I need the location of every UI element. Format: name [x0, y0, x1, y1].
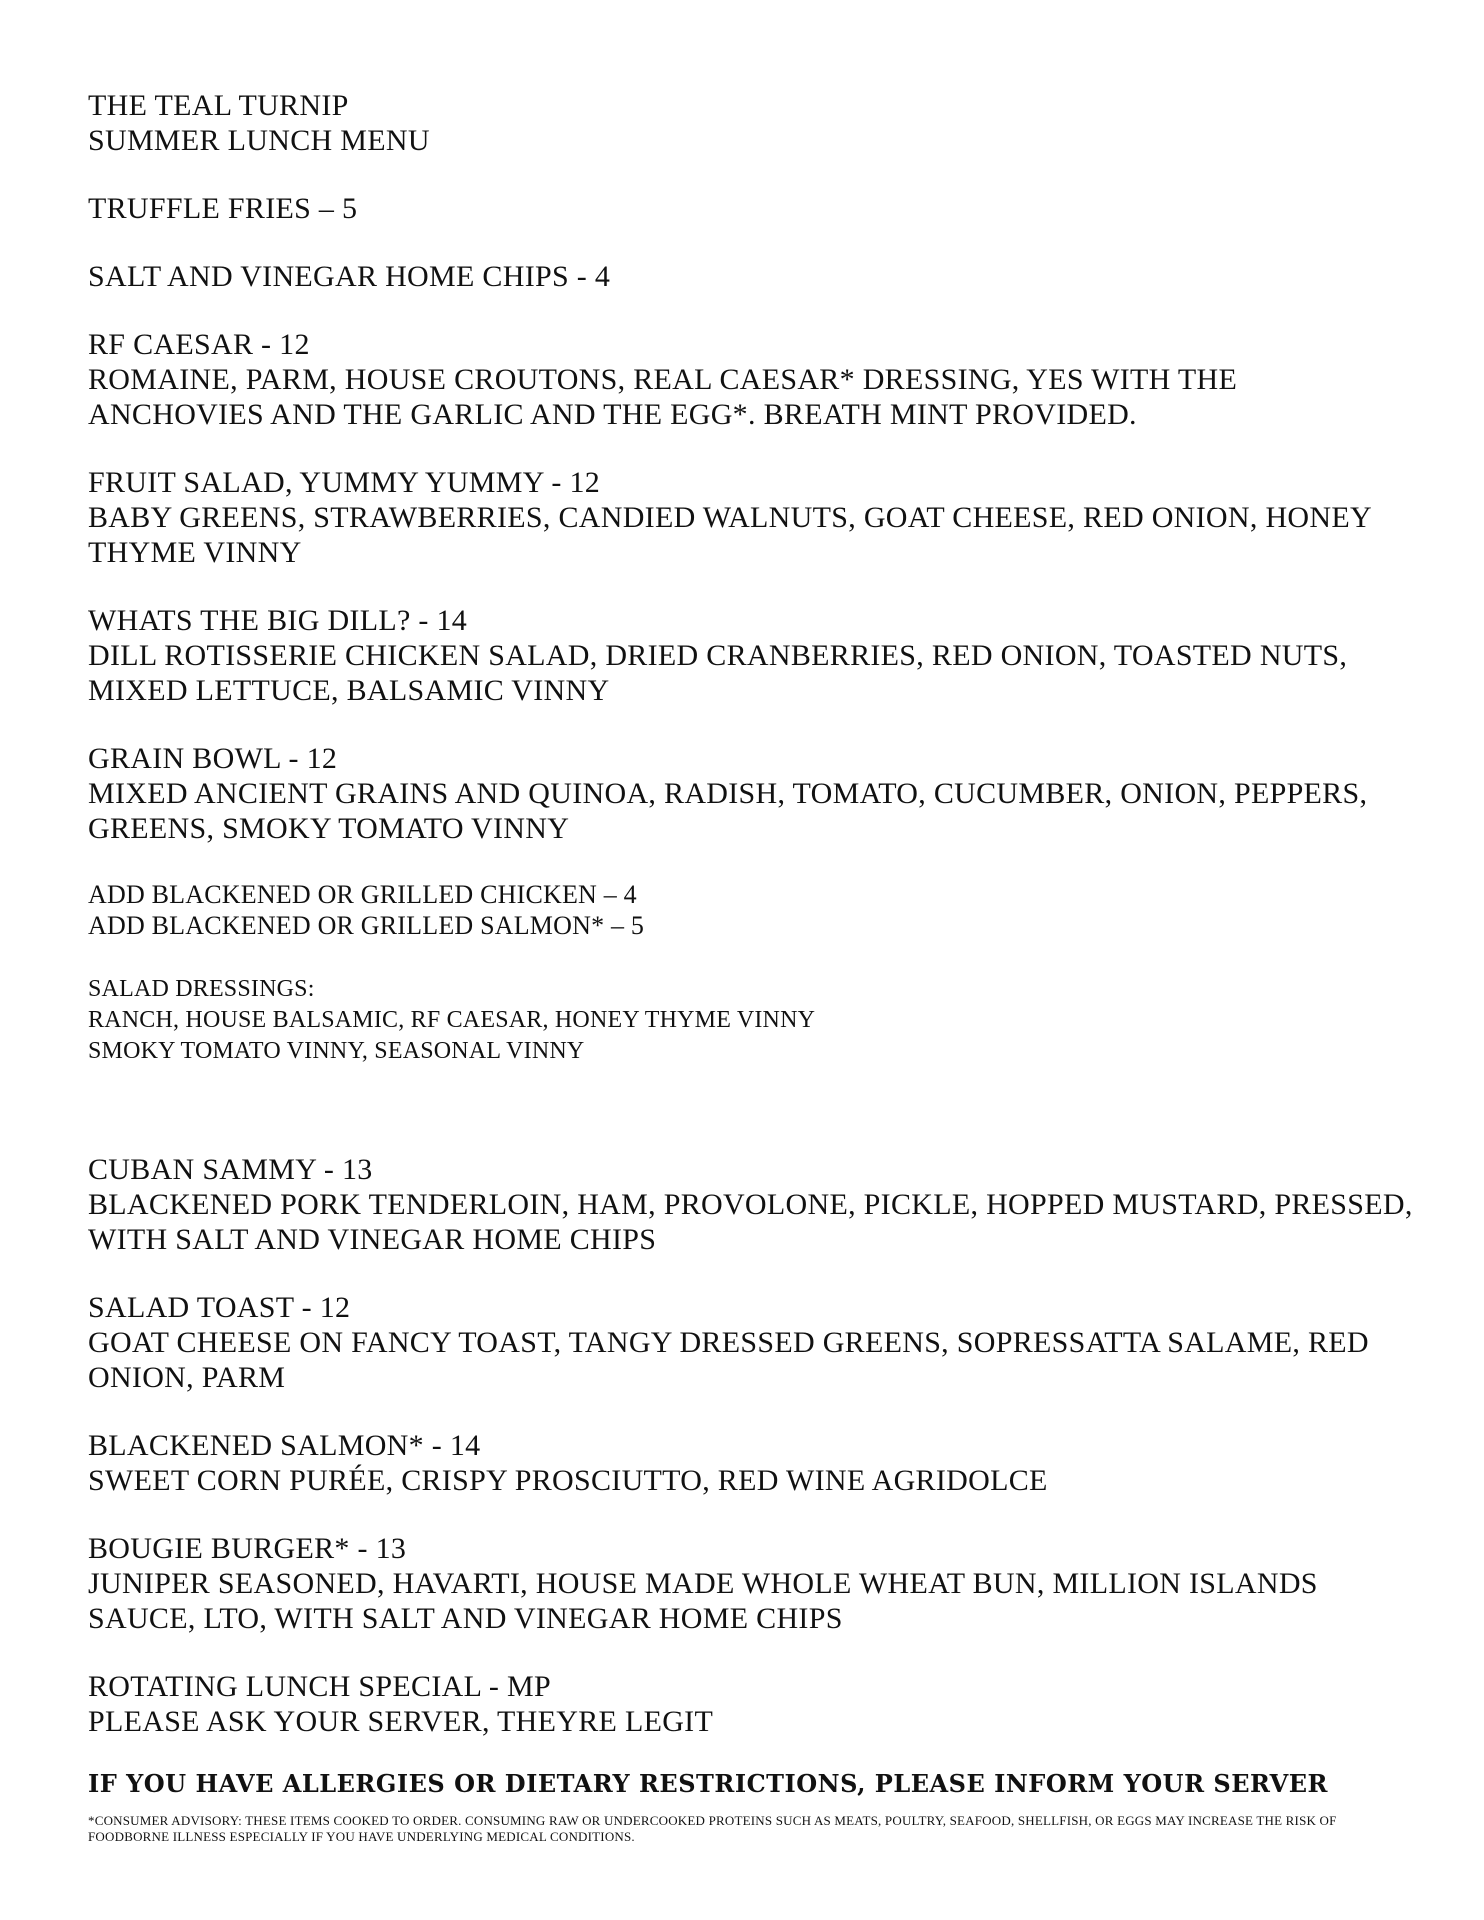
restaurant-name: THE TEAL TURNIP	[88, 89, 349, 122]
item-description: DILL ROTISSERIE CHICKEN SALAD, DRIED CRANBERRIES, RED ONION, TOASTED NUTS, MIXED LETTUCE, BALSAMIC VINNY	[88, 639, 1348, 707]
allergy-notice: IF YOU HAVE ALLERGIES OR DIETARY RESTRICTIONS, PLEASE INFORM YOUR SERVER	[88, 1769, 1328, 1798]
item-description: ROMAINE, PARM, HOUSE CROUTONS, REAL CAESAR* DRESSING, YES WITH THE ANCHOVIES AND THE GARLIC AND THE EGG*. BREATH MINT PROVIDED.	[88, 363, 1238, 431]
side-item	[88, 191, 1418, 226]
menu-page	[88, 88, 1418, 1845]
main-item	[88, 1290, 1418, 1395]
item-description: MIXED ANCIENT GRAINS AND QUINOA, RADISH, TOMATO, CUCUMBER, ONION, PEPPERS, GREENS, SMOKY TOMATO VINNY	[88, 777, 1368, 845]
add-ons	[88, 879, 1418, 941]
item-description: BABY GREENS, STRAWBERRIES, CANDIED WALNUTS, GOAT CHEESE, RED ONION, HONEY THYME VINNY	[88, 501, 1371, 569]
salad-item	[88, 603, 1418, 708]
salad-dressings	[88, 974, 1418, 1067]
item-description: SWEET CORN PURÉE, CRISPY PROSCIUTTO, RED WINE AGRIDOLCE	[88, 1464, 1048, 1497]
item-title: CUBAN SAMMY - 13	[88, 1153, 373, 1186]
main-item	[88, 1531, 1418, 1636]
item-title: RF CAESAR - 12	[88, 328, 310, 361]
side-item	[88, 259, 1418, 294]
item-description: GOAT CHEESE ON FANCY TOAST, TANGY DRESSED GREENS, SOPRESSATTA SALAME, RED ONION, PARM	[88, 1326, 1369, 1394]
item-description: BLACKENED PORK TENDERLOIN, HAM, PROVOLONE, PICKLE, HOPPED MUSTARD, PRESSED, WITH SALT AND VINEGAR HOME CHIPS	[88, 1188, 1413, 1256]
item-title: SALT AND VINEGAR HOME CHIPS - 4	[88, 260, 611, 293]
salad-item	[88, 327, 1418, 432]
item-title: GRAIN BOWL - 12	[88, 742, 338, 775]
consumer-advisory: *CONSUMER ADVISORY: THESE ITEMS COOKED TO ORDER. CONSUMING RAW OR UNDERCOOKED PROTEINS SUCH AS MEATS, POULTRY, SEAFOOD, SHELLFISH, OR EGGS MAY INCREASE THE RISK OF FOODBORNE ILLNESS ESPECIALLY IF YOU HAVE UNDERLYING MEDICAL CONDITIONS.	[88, 1813, 1337, 1844]
dressings-heading: SALAD DRESSINGS:	[88, 976, 315, 1002]
item-title: WHATS THE BIG DILL? - 14	[88, 604, 468, 637]
menu-title: SUMMER LUNCH MENU	[88, 124, 430, 157]
add-on-item: ADD BLACKENED OR GRILLED CHICKEN – 4	[88, 880, 637, 909]
main-item	[88, 1669, 1418, 1739]
item-title: BOUGIE BURGER* - 13	[88, 1532, 407, 1565]
main-item	[88, 1428, 1418, 1498]
salad-item	[88, 741, 1418, 846]
item-title: FRUIT SALAD, YUMMY YUMMY - 12	[88, 466, 601, 499]
dressings-line: SMOKY TOMATO VINNY, SEASONAL VINNY	[88, 1038, 585, 1064]
main-item	[88, 1152, 1418, 1257]
item-title: TRUFFLE FRIES – 5	[88, 192, 358, 225]
item-title: SALAD TOAST - 12	[88, 1291, 351, 1324]
salad-item	[88, 465, 1418, 570]
item-description: JUNIPER SEASONED, HAVARTI, HOUSE MADE WHOLE WHEAT BUN, MILLION ISLANDS SAUCE, LTO, WITH SALT AND VINEGAR HOME CHIPS	[88, 1567, 1318, 1635]
item-description: PLEASE ASK YOUR SERVER, THEYRE LEGIT	[88, 1705, 714, 1738]
menu-header	[88, 88, 1418, 158]
item-title: BLACKENED SALMON* - 14	[88, 1429, 481, 1462]
add-on-item: ADD BLACKENED OR GRILLED SALMON* – 5	[88, 911, 645, 940]
dressings-line: RANCH, HOUSE BALSAMIC, RF CAESAR, HONEY THYME VINNY	[88, 1007, 816, 1033]
item-title: ROTATING LUNCH SPECIAL - MP	[88, 1670, 551, 1703]
